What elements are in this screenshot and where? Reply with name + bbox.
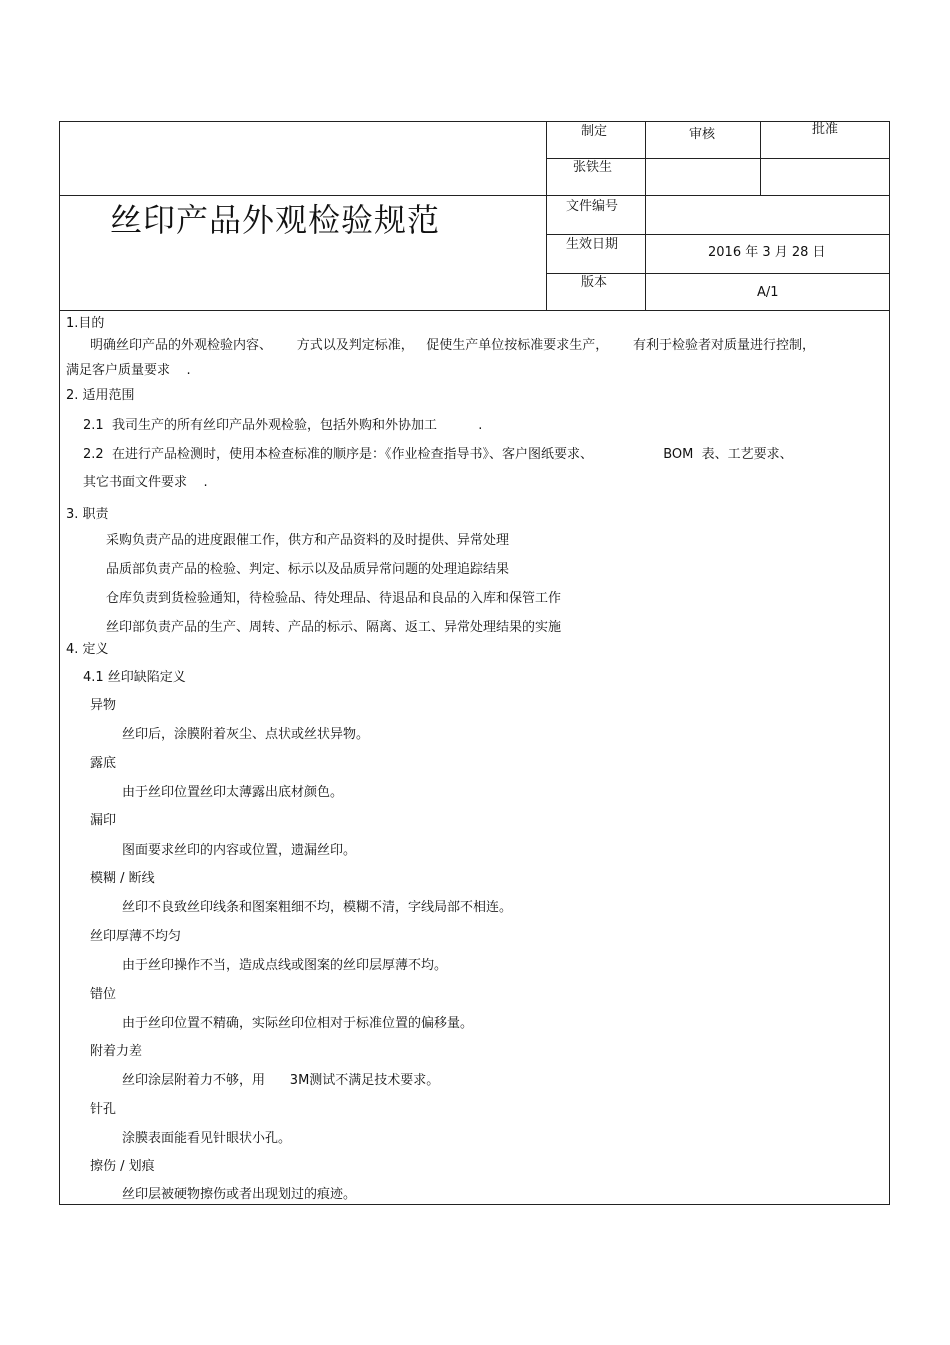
duty-item: 采购负责产品的进度跟催工作，供方和产品资料的及时提供、异常处理 [106, 533, 510, 548]
header-row-line-2 [59, 195, 890, 196]
section-4-1-heading: 4.1 丝印缺陷定义 [83, 670, 186, 685]
document-frame [59, 121, 890, 1205]
defect-desc: 由于丝印位置不精确，实际丝印位相对于标准位置的偏移量。 [122, 1016, 474, 1031]
reviewer-label: 审核 [689, 127, 716, 142]
header-row-line-4 [546, 273, 890, 274]
section-4-heading: 4. 定义 [66, 642, 109, 657]
header-bottom-line [59, 310, 890, 311]
defect-term: 错位 [90, 987, 117, 1002]
defect-term: 针孔 [90, 1102, 117, 1117]
header-row-line-1 [546, 158, 890, 159]
duty-item: 仓库负责到货检验通知，待检验品、待处理品、待退品和良品的入库和保管工作 [106, 591, 562, 606]
maker-name: 张铁生 [573, 160, 613, 175]
approver-label: 批准 [812, 122, 839, 137]
duty-item: 丝印部负责产品的生产、周转、产品的标示、隔离、返工、异常处理结果的实施 [106, 620, 562, 635]
section-2-2-line-1: 2.2 在进行产品检测时，使用本检查标准的顺序是：《作业检查指导书》、客户图纸要求、 BOM 表、工艺要求、 [83, 447, 793, 462]
defect-term: 丝印厚薄不均匀 [90, 929, 182, 944]
defect-desc: 丝印涂层附着力不够，用 3M测试不满足技术要求。 [122, 1073, 440, 1088]
defect-term: 擦伤 / 划痕 [90, 1159, 155, 1174]
defect-desc: 涂膜表面能看见针眼状小孔。 [122, 1131, 292, 1146]
defect-term: 附着力差 [90, 1044, 143, 1059]
header-divider-mid [645, 121, 646, 310]
doc-no-label: 文件编号 [566, 199, 619, 214]
maker-label: 制定 [581, 124, 608, 139]
defect-term: 露底 [90, 756, 117, 771]
document-title: 丝印产品外观检验规范 [110, 201, 441, 239]
effective-date-value: 2016 年 3 月 28 日 [708, 245, 826, 260]
defect-term: 漏印 [90, 813, 117, 828]
defect-term: 异物 [90, 698, 117, 713]
section-2-1: 2.1 我司生产的所有丝印产品外观检验，包括外购和外协加工 . [83, 418, 483, 433]
header-row-line-3 [546, 234, 890, 235]
defect-desc: 图面要求丝印的内容或位置，遗漏丝印。 [122, 843, 357, 858]
section-2-2-line-2: 其它书面文件要求 . [83, 475, 208, 490]
header-divider-left [546, 121, 547, 310]
section-1-heading: 1.目的 [66, 316, 105, 331]
version-label: 版本 [581, 275, 608, 290]
defect-desc: 由于丝印操作不当，造成点线或图案的丝印层厚薄不均。 [122, 958, 448, 973]
version-value: A/1 [757, 285, 779, 300]
section-1-line-2: 满足客户质量要求 . [66, 363, 191, 378]
section-3-heading: 3. 职责 [66, 507, 109, 522]
duty-item: 品质部负责产品的检验、判定、标示以及品质异常问题的处理追踪结果 [106, 562, 510, 577]
section-2-heading: 2. 适用范围 [66, 388, 135, 403]
defect-desc: 丝印不良致丝印线条和图案粗细不均，模糊不清，字线局部不相连。 [122, 900, 513, 915]
defect-desc: 由于丝印位置丝印太薄露出底材颜色。 [122, 785, 344, 800]
defect-desc: 丝印层被硬物擦伤或者出现划过的痕迹。 [122, 1187, 357, 1202]
defect-desc: 丝印后，涂膜附着灰尘、点状或丝状异物。 [122, 727, 370, 742]
section-1-line-1: 明确丝印产品的外观检验内容、 方式以及判定标准， 促使生产单位按标准要求生产， 有利于检验者对质量进行控制， [90, 338, 815, 353]
defect-term: 模糊 / 断线 [90, 871, 155, 886]
effective-date-label: 生效日期 [566, 237, 619, 252]
